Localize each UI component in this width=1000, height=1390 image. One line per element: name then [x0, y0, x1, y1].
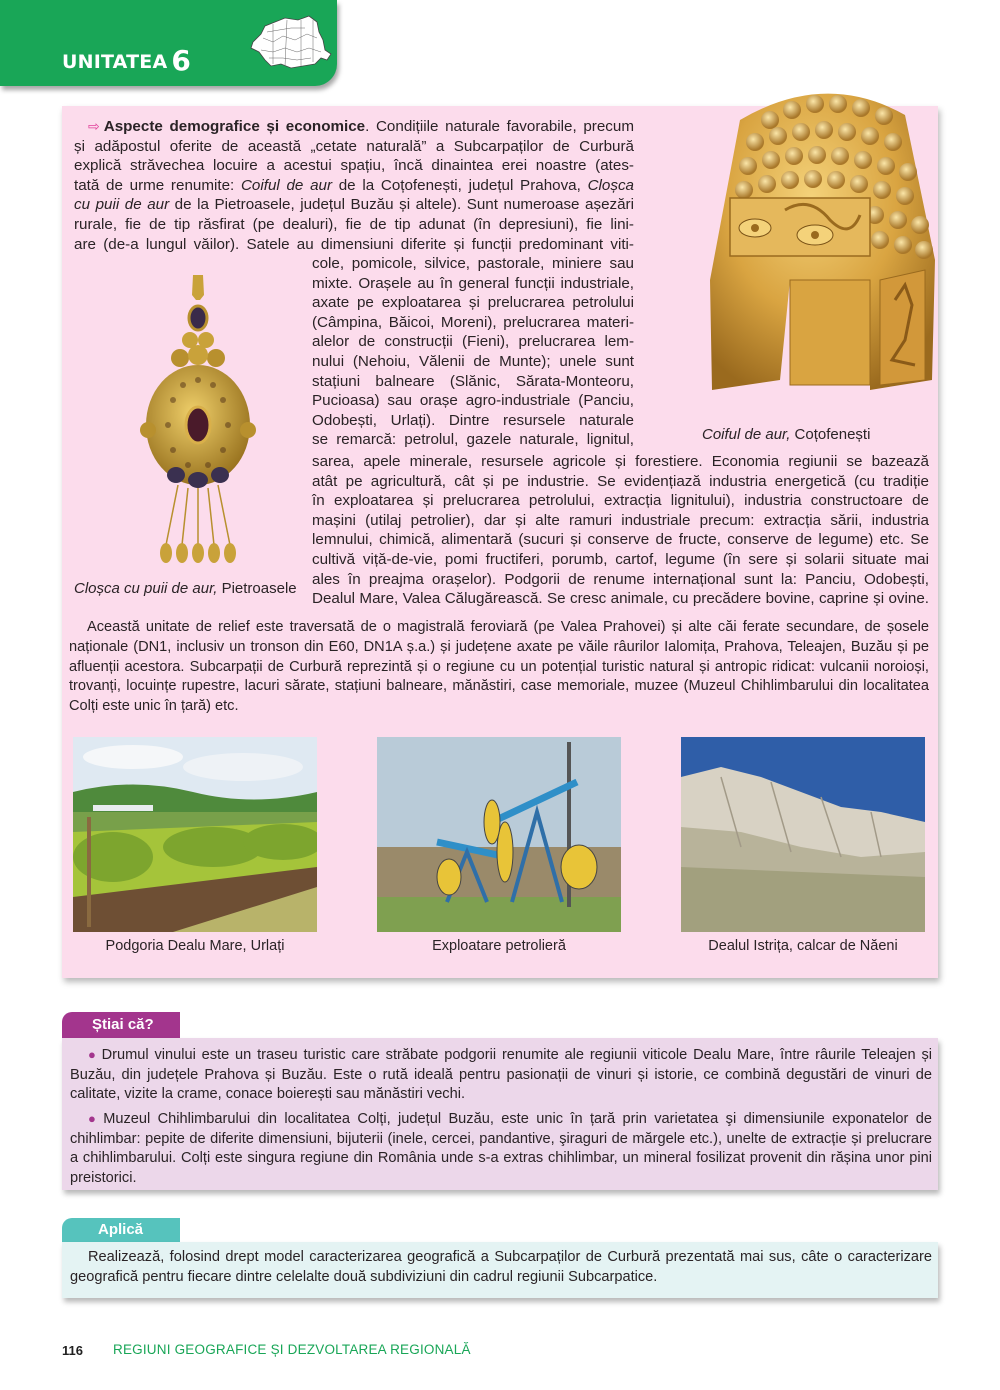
helmet-caption: Coiful de aur, Coțofenești — [702, 426, 871, 443]
golden-brooch-image — [138, 270, 258, 570]
golden-helmet-image — [700, 80, 950, 400]
footer-title: REGIUNI GEOGRAFICE ȘI DEZVOLTAREA REGIONALĂ — [113, 1342, 471, 1357]
photo-caption: Exploatare petrolieră — [432, 938, 566, 954]
paragraph-narrow: cole, pomicole, silvice, pastorale, miniere sau mixte. Orașele au în general funcții industriale, axate pe exploatarea și prelucrarea petrolului (Câmpina, Băicoi, Moreni), prelucrarea materi- alelor de construcții (Fieni), prelucrarea lem- nului (Nehoiu, Vălenii de Munte); unele sunt stațiuni balneare (Slănic, Sărata-Monteoru, Pucioasa) sau orașe agro-industriale (Panciu, Odobești, Urlați). Dintre resursele naturale se remarcă: petrolul, gazele naturale, lignitul, — [312, 255, 634, 449]
unit-number: 6 — [171, 44, 192, 77]
unit-header-tab — [0, 0, 337, 86]
section-heading: Aspecte demografice și economice — [103, 118, 366, 135]
unit-label: UNITATEA — [62, 51, 168, 73]
apply-tab: Aplică — [62, 1218, 180, 1242]
apply-text: Realizează, folosind drept model caracterizarea geografică a Subcarpaților de Curbură prezentată mai sus, câte o caracterizare geografică pentru fiecare dintre celelalte două subdiviziuni din cadrul regiunii Subcarpatice. — [70, 1249, 932, 1285]
oil-pumps-photo — [377, 737, 621, 932]
arrow-right-icon: ⇨ — [88, 118, 100, 134]
did-you-know-item: ● Drumul vinului este un traseu turistic care străbate podgorii renumite ale regiunii viticole Dealu Mare, între râurile Teleajen și Buzău, din județele Prahova și Buzău. Este o rută ideală pentru pasionații de vinuri și istorie, ce combină degustări de vinuri de calitate, vizite la crame, conace boierești sau mănăstiri vechi. — [70, 1047, 933, 1102]
bullet-icon: ● — [88, 1111, 100, 1126]
photo-caption: Podgoria Dealu Mare, Urlați — [105, 938, 285, 954]
page-number: 116 — [62, 1343, 83, 1358]
did-you-know-item: ● Muzeul Chihlimbarului din localitatea Colți, județul Buzău, este unic în țară prin varietatea şi dimensiunile exponatelor de chihlimbar: pepite de diferite dimensiuni, bijuterii (inele, cercei, pandantive, şiraguri de mărgele etc.), unelte de extracție și prelucrare a chihlimbarului. Colți este singura regiune din România unde s-a extras chihlimbar, un mineral fosilizat provenit din rășina unor pini preistorici. — [70, 1111, 932, 1186]
limestone-hill-photo — [681, 737, 925, 932]
photo-caption: Dealul Istrița, calcar de Năeni — [708, 938, 898, 954]
unit-title — [62, 42, 191, 75]
paragraph-transport-tourism: Această unitate de relief este traversată de o magistrală feroviară (pe Valea Prahovei) și alte căi ferate secundare, de șosele naționale (DN1, inclusiv un tronson din E60, DN1A ș.a.) și județene axate pe văile râurilor Ialomița, Prahova, Teleajen, Buzău și pe afluenții acestora. Subcarpații de Curbură reprezintă și o regiune cu un potențial turistic natural și antropic ridicat: vulcanii noroioși, trovanți, locuințe rupestre, lacuri sărate, stațiuni balneare, mănăstiri, case memoriale, muzee (Muzeul Chihlimbarului din localitatea Colți este unic în țară) etc. — [69, 619, 929, 715]
paragraph-economy: sarea, apele minerale, resursele agricole și forestiere. Economia regiunii se bazează atât pe agricultură, cât și pe industrie. Se evidențiază industria energetică (cu tradiție în exploatarea și prelucrarea petrolului, extracția lignitului), industria constructoare de mașini (utilaj petrolier), dar și alte ramuri industriale precum: extracția sării, industria lemnului, chimică, alimentară (sucuri și conserve de fructe, conserve de legume) etc. Se cultivă viță-de-vie, pomi fructiferi, porumb, cartof, legume (în sere și solarii situate mai ales în preajma orașelor). Podgorii de renume internațional sunt la: Panciu, Odobești, Dealul Mare, Valea Călugărească. Se cresc animale, cu precădere bovine, caprine și ovine. — [312, 453, 929, 608]
vineyard-photo — [73, 737, 317, 932]
did-you-know-box — [62, 1038, 938, 1190]
apply-box — [62, 1242, 938, 1298]
romania-map-icon — [243, 12, 333, 72]
paragraph-intro: ⇨ Aspecte demografice și economice. Condițiile naturale favorabile, precum și adăpostul oferite de această „cetate naturală” a Subcarpaților de Curbură explică străvechea locuire a acestui spațiu, încă dinaintea erei noastre (ates- tată de urme renumite: Coiful de aur de la Coțofenești, județul Prahova, Cloșca cu puii de aur de la Pietroasele, județul Buzău și altele). Sunt numeroase așezări rurale, fie de tip răsfirat (pe dealuri), fie de tip adunat (în depresiuni), fie lini- are (de-a lungul văilor). Satele au dimensiuni diferite și funcții predominant viti- — [74, 118, 634, 253]
bullet-icon: ● — [88, 1047, 98, 1062]
brooch-caption: Cloșca cu puii de aur, Pietroasele — [74, 580, 297, 597]
did-you-know-tab: Știai că? — [62, 1012, 180, 1038]
